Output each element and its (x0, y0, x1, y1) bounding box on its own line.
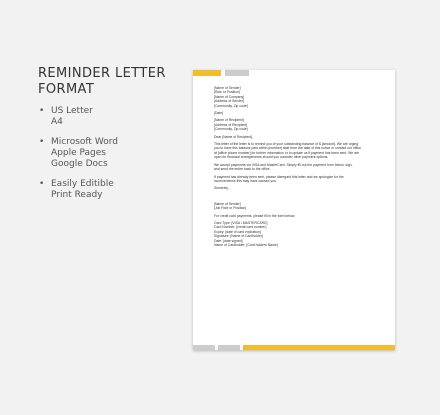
salutation-text: Dear [Name of Recipient], (214, 134, 254, 139)
sender-line: [Name of Sender] (214, 86, 241, 90)
signature-block (214, 202, 382, 211)
paragraph-line: and send the entire back to the office. (214, 167, 271, 172)
sender-line: [Name of Company] (214, 94, 245, 99)
paragraph-line: inconvenience this may have caused you. (214, 178, 277, 183)
signature-line: [Name of Sender] (214, 201, 241, 206)
form-field: Name of Cardholder: [Card holders Name] (214, 242, 278, 247)
bullet-icon: • (39, 106, 45, 116)
sender-line: [Address of Sender] (214, 99, 244, 104)
feature-list (38, 106, 178, 210)
letter-preview (193, 70, 395, 350)
letter-body (214, 86, 382, 250)
feature-apps (38, 137, 178, 170)
paragraph-2 (214, 163, 382, 172)
sender-block (214, 86, 382, 108)
recipient-line: [Address of Recipient] (214, 122, 248, 127)
form-field: Card Type: [VISA / MASTERCARD] (214, 220, 268, 225)
muted-bar-top (225, 70, 249, 76)
closing-text: Sincerely, (214, 186, 229, 191)
feature-line: US Letter (51, 106, 93, 116)
feature-line: A4 (51, 117, 63, 127)
paragraph-line: This letter of the letter is to remind you of your outstanding balance of $ [amount]. We are urging (214, 142, 359, 147)
form-field: Expiry: [date of card expiration] (214, 229, 261, 234)
paragraph-line: you to have this balance paid within [number] date from the date of this notice or contact our office (214, 146, 361, 151)
sender-line: [Community, Zip code] (214, 103, 248, 108)
muted-bar-bottom (193, 345, 215, 350)
feature-editing (38, 179, 178, 201)
paragraph-line: We accept payments via VISA and MasterCard. Simply fill out the payment form below, sign, (214, 162, 353, 167)
feature-line: Google Docs (51, 159, 108, 169)
accent-bar-top (193, 70, 221, 76)
form-intro (214, 214, 382, 218)
sender-line: [Role or Position] (214, 90, 240, 95)
page-title (38, 66, 178, 98)
recipient-line: [Name of Recipient] (214, 118, 244, 123)
form-intro-text: For credit card payments, please fill in the form below: (214, 213, 296, 218)
feature-line: Print Ready (51, 190, 103, 200)
salutation (214, 135, 382, 139)
recipient-block (214, 118, 382, 131)
form-field: Signature: [Name of Cardholder] (214, 234, 263, 239)
form-field: Date: [date signed] (214, 238, 243, 243)
bullet-icon: • (39, 137, 45, 147)
feature-formats (38, 106, 178, 128)
accent-bar-bottom (243, 345, 395, 350)
closing (214, 186, 382, 190)
paragraph-line: at [office phone number] for further information or to update us if payment has been sent. We are (214, 150, 360, 155)
form-field: Card Number: [credit card number] (214, 225, 267, 230)
payment-form (214, 221, 382, 247)
paragraph-3 (214, 175, 382, 184)
feature-line: Apple Pages (51, 148, 106, 158)
feature-line: Microsoft Word (51, 137, 118, 147)
paragraph-line: If payment has already been sent, please disregard this letter and we apologize for the (214, 174, 344, 179)
muted-bar-bottom (218, 345, 240, 350)
paragraph-line: open for financial arrangements should you consider other payment options. (214, 155, 329, 160)
page-title-line-1: REMINDER LETTER (38, 66, 166, 81)
signature-line: [Job Role or Position] (214, 206, 247, 211)
date-text: [Date] (214, 111, 224, 116)
recipient-line: [Community, Zip code] (214, 127, 248, 132)
feature-line: Easily Editible (51, 179, 114, 189)
bullet-icon: • (39, 179, 45, 189)
page-title-line-2: FORMAT (38, 82, 95, 97)
paragraph-1 (214, 142, 382, 160)
letter-date (214, 111, 382, 115)
